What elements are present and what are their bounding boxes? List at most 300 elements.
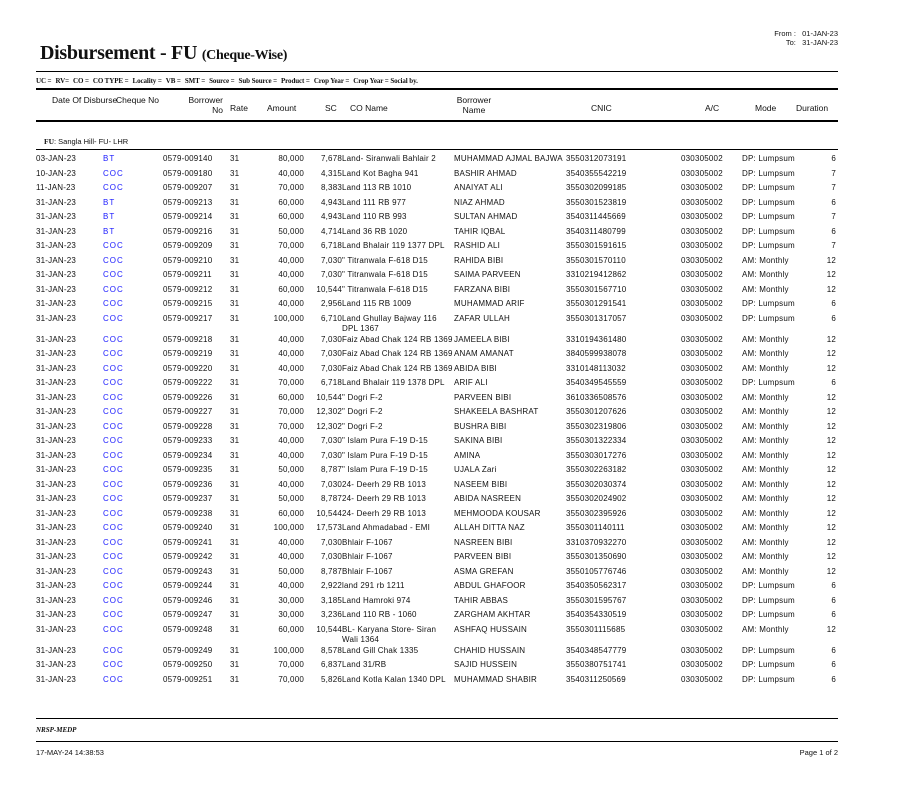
- cell-borrower-name: MUHAMMAD ARIF: [454, 299, 525, 308]
- cell-rate: 31: [230, 610, 240, 619]
- table-row: [36, 450, 836, 465]
- cell-sc: 2,956: [320, 299, 342, 308]
- cell-co-name: Land Kotla Kalan 1340 DPL: [342, 674, 446, 684]
- col-duration: Duration: [796, 103, 829, 113]
- cell-co-name: Land 36 RB 1020: [342, 226, 408, 236]
- cell-cheque-no[interactable]: COC: [103, 523, 124, 532]
- cell-cheque-no[interactable]: COC: [103, 610, 124, 619]
- cell-account: 030305002: [681, 566, 723, 576]
- cell-borrower-no: 0579-009222: [163, 378, 213, 387]
- cell-sc: 4,943: [320, 212, 342, 221]
- cell-date: 31-JAN-23: [36, 284, 77, 294]
- cell-account: 030305002: [681, 465, 723, 474]
- to-value: 31-JAN-23: [802, 37, 838, 47]
- table-row: [36, 334, 836, 349]
- cell-cheque-no[interactable]: BT: [103, 212, 116, 221]
- cell-date: 31-JAN-23: [36, 421, 77, 431]
- cell-duration: 12: [826, 349, 836, 358]
- cell-duration: 6: [831, 660, 836, 669]
- filter-item: VB =: [165, 77, 181, 85]
- cell-cnic: 3540349545559: [566, 378, 627, 387]
- cell-borrower-name: JAMEELA BIBI: [454, 334, 510, 344]
- cell-mode: AM: Monthly: [742, 494, 789, 503]
- cell-co-name: Land Hamroki 974: [342, 595, 411, 605]
- cell-cheque-no[interactable]: COC: [103, 645, 124, 655]
- cell-borrower-name: NIAZ AHMAD: [454, 197, 505, 207]
- cell-mode: DP: Lumpsum: [742, 610, 795, 619]
- divider: [36, 718, 838, 719]
- cell-cheque-no[interactable]: COC: [103, 313, 124, 323]
- cell-rate: 31: [230, 552, 240, 561]
- cell-co-name: " Dogri F-2: [342, 421, 383, 431]
- cell-date: 03-JAN-23: [36, 154, 77, 163]
- cell-mode: AM: Monthly: [742, 523, 789, 532]
- cell-cheque-no[interactable]: COC: [103, 566, 124, 576]
- cell-amount: 40,000: [278, 552, 304, 561]
- cell-cnic: 3550312073191: [566, 154, 627, 163]
- cell-cnic: 3540355542219: [566, 168, 627, 178]
- cell-sc: 8,787: [320, 494, 342, 503]
- cell-duration: 12: [826, 421, 836, 431]
- cell-borrower-no: 0579-009235: [163, 465, 213, 474]
- cell-borrower-no: 0579-009227: [163, 407, 213, 416]
- cell-rate: 31: [230, 581, 240, 590]
- cell-cheque-no[interactable]: BT: [103, 197, 116, 207]
- table-row: [36, 269, 836, 284]
- page-number: Page 1 of 2: [799, 748, 838, 757]
- cell-cheque-no[interactable]: COC: [103, 624, 124, 634]
- cell-borrower-name: MEHMOODA KOUSAR: [454, 508, 541, 518]
- table-row: [36, 406, 836, 421]
- cell-account: 030305002: [681, 284, 723, 294]
- cell-rate: 31: [230, 523, 240, 532]
- cell-cheque-no[interactable]: BT: [103, 154, 116, 163]
- cell-borrower-no: 0579-009237: [163, 494, 213, 503]
- cell-account: 030305002: [681, 645, 723, 655]
- cell-cnic: 3540350562317: [566, 581, 627, 590]
- cell-sc: 10,544: [316, 624, 342, 634]
- cell-cheque-no[interactable]: COC: [103, 299, 124, 308]
- cell-amount: 50,000: [278, 494, 304, 503]
- cell-cheque-no[interactable]: COC: [103, 421, 124, 431]
- cell-duration: 6: [831, 645, 836, 655]
- cell-borrower-name: ALLAH DITTA NAZ: [454, 523, 525, 532]
- cell-date: 31-JAN-23: [36, 674, 77, 684]
- cell-mode: DP: Lumpsum: [742, 313, 795, 323]
- cell-amount: 70,000: [278, 241, 304, 250]
- cell-date: 31-JAN-23: [36, 241, 77, 250]
- cell-co-name: 24- Deerh 29 RB 1013: [342, 494, 427, 503]
- cell-duration: 12: [826, 523, 836, 532]
- cell-co-name: Bhlair F-1067: [342, 537, 393, 547]
- cell-rate: 31: [230, 392, 240, 402]
- cell-co-name: Faiz Abad Chak 124 RB 1369: [342, 363, 453, 373]
- from-label: From :: [774, 29, 796, 38]
- cell-duration: 12: [826, 537, 836, 547]
- cell-mode: AM: Monthly: [742, 421, 789, 431]
- cell-cheque-no[interactable]: COC: [103, 595, 124, 605]
- cell-account: 030305002: [681, 197, 723, 207]
- cell-date: 31-JAN-23: [36, 313, 77, 323]
- cell-date: 31-JAN-23: [36, 595, 77, 605]
- cell-borrower-name: SHAKEELA BASHRAT: [454, 407, 539, 416]
- divider: [36, 741, 838, 742]
- cell-cheque-no[interactable]: COC: [103, 284, 124, 294]
- divider: [36, 71, 838, 72]
- cell-sc: 17,573: [316, 523, 342, 532]
- cell-date: 31-JAN-23: [36, 436, 77, 445]
- org-label: NRSP-MEDP: [36, 726, 77, 734]
- cell-rate: 31: [230, 299, 240, 308]
- cell-account: 030305002: [681, 407, 723, 416]
- cell-cheque-no[interactable]: COC: [103, 255, 124, 265]
- cell-co-name: Bhlair F-1067: [342, 566, 393, 576]
- cell-mode: AM: Monthly: [742, 552, 789, 561]
- cell-amount: 40,000: [278, 255, 304, 265]
- cell-sc: 8,787: [320, 465, 342, 474]
- cell-rate: 31: [230, 197, 240, 207]
- cell-rate: 31: [230, 537, 240, 547]
- cell-cheque-no[interactable]: BT: [103, 226, 116, 236]
- cell-sc: 4,943: [320, 197, 342, 207]
- cell-amount: 50,000: [278, 226, 304, 236]
- cell-borrower-name: PARVEEN BIBI: [454, 552, 512, 561]
- cell-date: 31-JAN-23: [36, 363, 77, 373]
- cell-cheque-no[interactable]: COC: [103, 168, 124, 178]
- cell-mode: AM: Monthly: [742, 566, 789, 576]
- cell-rate: 31: [230, 168, 240, 178]
- cell-rate: 31: [230, 595, 240, 605]
- cell-duration: 7: [831, 168, 836, 178]
- cell-borrower-name: ASHFAQ HUSSAIN: [454, 624, 528, 634]
- cell-sc: 6,718: [320, 241, 342, 250]
- filter-item: SMT =: [184, 77, 206, 85]
- table-row: [36, 363, 836, 378]
- cell-duration: 6: [831, 581, 836, 590]
- cell-rate: 31: [230, 436, 240, 445]
- filter-item: UC =: [36, 77, 52, 85]
- cell-cnic: 3550301140111: [566, 523, 625, 532]
- cell-sc: 7,030: [320, 450, 342, 460]
- cell-rate: 31: [230, 674, 240, 684]
- cell-sc: 3,236: [320, 610, 342, 619]
- cell-borrower-no: 0579-009250: [163, 660, 213, 669]
- cell-borrower-name: ASMA GREFAN: [454, 566, 514, 576]
- cell-date: 31-JAN-23: [36, 334, 77, 344]
- cell-account: 030305002: [681, 674, 723, 684]
- cell-account: 030305002: [681, 255, 723, 265]
- cell-duration: 12: [826, 566, 836, 576]
- cell-borrower-no: 0579-009242: [163, 552, 213, 561]
- cell-amount: 40,000: [278, 349, 304, 358]
- cell-date: 31-JAN-23: [36, 378, 77, 387]
- cell-cheque-no[interactable]: COC: [103, 392, 124, 402]
- col-sc: SC: [325, 103, 337, 113]
- cell-amount: 60,000: [278, 284, 304, 294]
- cell-cnic: 3550302030374: [566, 479, 627, 489]
- cell-rate: 31: [230, 645, 240, 655]
- cell-co-name: Faiz Abad Chak 124 RB 1369: [342, 349, 453, 358]
- cell-sc: 8,787: [320, 566, 342, 576]
- cell-cnic: 3540311250569: [566, 674, 626, 684]
- table-row: [36, 624, 836, 645]
- cell-borrower-no: 0579-009216: [163, 226, 213, 236]
- cell-mode: DP: Lumpsum: [742, 197, 795, 207]
- cell-borrower-name: ABIDA BIBI: [454, 363, 497, 373]
- cell-co-name: Land Bhalair 119 1377 DPL: [342, 241, 445, 250]
- cell-cheque-no[interactable]: COC: [103, 407, 124, 416]
- cell-mode: AM: Monthly: [742, 363, 789, 373]
- table-row: [36, 298, 836, 313]
- cell-sc: 6,718: [320, 378, 342, 387]
- cell-borrower-no: 0579-009248: [163, 624, 213, 634]
- cell-date: 31-JAN-23: [36, 479, 77, 489]
- cell-account: 030305002: [681, 334, 723, 344]
- cell-duration: 6: [831, 299, 836, 308]
- cell-borrower-no: 0579-009209: [163, 241, 213, 250]
- cell-mode: AM: Monthly: [742, 624, 789, 634]
- cell-co-name: 24- Deerh 29 RB 1013: [342, 508, 427, 518]
- cell-cheque-no[interactable]: COC: [103, 581, 124, 590]
- cell-duration: 12: [826, 334, 836, 344]
- cell-rate: 31: [230, 508, 240, 518]
- cell-co-name: " Titranwala F-618 D15: [342, 284, 428, 294]
- cell-cheque-no[interactable]: COC: [103, 436, 124, 445]
- table-row: [36, 508, 836, 523]
- cell-date: 31-JAN-23: [36, 270, 77, 279]
- cell-borrower-name: ANAIYAT ALI: [454, 183, 503, 192]
- cell-duration: 12: [826, 436, 836, 445]
- cell-date: 31-JAN-23: [36, 299, 77, 308]
- cell-account: 030305002: [681, 581, 723, 590]
- cell-sc: 7,030: [320, 349, 342, 358]
- cell-cnic: 3540354330519: [566, 610, 627, 619]
- cell-amount: 100,000: [273, 313, 304, 323]
- cell-duration: 6: [831, 378, 836, 387]
- cell-cheque-no[interactable]: COC: [103, 450, 124, 460]
- cell-borrower-no: 0579-009234: [163, 450, 213, 460]
- cell-rate: 31: [230, 450, 240, 460]
- cell-borrower-no: 0579-009210: [163, 255, 213, 265]
- cell-account: 030305002: [681, 436, 723, 445]
- cell-duration: 6: [831, 595, 836, 605]
- cell-amount: 70,000: [278, 421, 304, 431]
- cell-date: 31-JAN-23: [36, 226, 77, 236]
- to-label: To:: [785, 37, 796, 47]
- cell-cheque-no[interactable]: COC: [103, 537, 124, 547]
- cell-borrower-name: SULTAN AHMAD: [454, 212, 518, 221]
- cell-borrower-no: 0579-009247: [163, 610, 213, 619]
- cell-rate: 31: [230, 465, 240, 474]
- cell-cnic: 3550302024902: [566, 494, 627, 503]
- cell-duration: 6: [831, 610, 836, 619]
- table-row: [36, 153, 836, 168]
- cell-cheque-no[interactable]: COC: [103, 334, 124, 344]
- cell-sc: 10,544: [316, 508, 342, 518]
- cell-rate: 31: [230, 479, 240, 489]
- cell-borrower-no: 0579-009218: [163, 334, 213, 344]
- cell-mode: AM: Monthly: [742, 392, 789, 402]
- cell-date: 31-JAN-23: [36, 610, 77, 619]
- cell-duration: 6: [831, 674, 836, 684]
- cell-amount: 40,000: [278, 537, 304, 547]
- cell-amount: 30,000: [278, 595, 304, 605]
- cell-account: 030305002: [681, 168, 723, 178]
- cell-amount: 70,000: [278, 378, 304, 387]
- report-subtitle: (Cheque-Wise): [201, 48, 288, 63]
- cell-mode: DP: Lumpsum: [742, 168, 795, 178]
- cell-duration: 12: [826, 552, 836, 561]
- table-row: [36, 348, 836, 363]
- cell-cheque-no[interactable]: COC: [103, 552, 124, 561]
- cell-co-name: Land 111 RB 977: [342, 197, 407, 207]
- cell-amount: 60,000: [278, 197, 304, 207]
- cell-co-name: land 291 rb 1211: [342, 581, 405, 590]
- cell-date: 31-JAN-23: [36, 624, 77, 634]
- cell-borrower-no: 0579-009249: [163, 645, 213, 655]
- cell-mode: AM: Monthly: [742, 407, 789, 416]
- cell-sc: 10,544: [316, 392, 342, 402]
- cell-amount: 60,000: [278, 508, 304, 518]
- cell-duration: 12: [826, 450, 836, 460]
- cell-cheque-no[interactable]: COC: [103, 508, 124, 518]
- cell-amount: 40,000: [278, 581, 304, 590]
- cell-amount: 60,000: [278, 212, 304, 221]
- cell-borrower-name: RASHID ALI: [454, 241, 501, 250]
- cell-cheque-no[interactable]: COC: [103, 660, 124, 669]
- cell-duration: 12: [826, 284, 836, 294]
- cell-duration: 12: [826, 624, 836, 634]
- cell-cnic: 3540348547779: [566, 645, 627, 655]
- cell-borrower-no: 0579-009228: [163, 421, 213, 431]
- cell-cnic: 3550301350690: [566, 552, 627, 561]
- cell-mode: DP: Lumpsum: [742, 674, 795, 684]
- cell-co-name: Land 115 RB 1009: [342, 299, 412, 308]
- cell-sc: 4,315: [320, 168, 342, 178]
- cell-date: 31-JAN-23: [36, 392, 77, 402]
- cell-cnic: 3550301207626: [566, 407, 627, 416]
- cell-sc: 6,710: [320, 313, 342, 323]
- cell-rate: 31: [230, 363, 240, 373]
- cell-mode: DP: Lumpsum: [742, 581, 795, 590]
- cell-cheque-no[interactable]: COC: [103, 241, 124, 250]
- filter-item: CO =: [73, 77, 89, 85]
- cell-cnic: 3550301570110: [566, 255, 626, 265]
- cell-duration: 12: [826, 508, 836, 518]
- cell-account: 030305002: [681, 450, 723, 460]
- cell-borrower-no: 0579-009217: [163, 313, 213, 323]
- cell-account: 030305002: [681, 212, 723, 221]
- cell-amount: 50,000: [278, 465, 304, 474]
- cell-account: 030305002: [681, 523, 723, 532]
- cell-cheque-no[interactable]: COC: [103, 674, 124, 684]
- cell-amount: 100,000: [273, 645, 304, 655]
- printed-timestamp: 17-MAY-24 14:38:53: [36, 748, 104, 757]
- cell-account: 030305002: [681, 610, 723, 619]
- cell-cheque-no[interactable]: COC: [103, 270, 124, 279]
- cell-account: 030305002: [681, 508, 723, 518]
- cell-rate: 31: [230, 378, 240, 387]
- cell-co-name: " Dogri F-2: [342, 392, 383, 402]
- cell-cnic: 3550302395926: [566, 508, 627, 518]
- table-row: [36, 566, 836, 581]
- cell-rate: 31: [230, 624, 240, 634]
- cell-date: 31-JAN-23: [36, 552, 77, 561]
- divider: [36, 120, 838, 122]
- cell-cnic: 3550301523819: [566, 197, 627, 207]
- table-row: [36, 240, 836, 255]
- filter-item: Crop Year = Social by.: [353, 77, 418, 85]
- table-row: [36, 580, 836, 595]
- cell-sc: 7,030: [320, 479, 342, 489]
- cell-cheque-no[interactable]: COC: [103, 183, 124, 192]
- cell-borrower-no: 0579-009140: [163, 154, 213, 163]
- cell-cheque-no[interactable]: COC: [103, 349, 124, 358]
- table-row: [36, 197, 836, 212]
- cell-borrower-no: 0579-009214: [163, 212, 213, 221]
- cell-cheque-no[interactable]: COC: [103, 479, 124, 489]
- filter-item: Product =: [281, 77, 310, 85]
- cell-cheque-no[interactable]: COC: [103, 465, 124, 474]
- cell-mode: DP: Lumpsum: [742, 660, 795, 669]
- cell-mode: AM: Monthly: [742, 349, 789, 358]
- table-row: [36, 674, 836, 689]
- cell-rate: 31: [230, 494, 240, 503]
- cell-rate: 31: [230, 154, 240, 163]
- table-row: [36, 609, 836, 624]
- cell-cnic: 3550301291541: [566, 299, 627, 308]
- cell-amount: 30,000: [278, 610, 304, 619]
- cell-borrower-name: AMINA: [454, 450, 481, 460]
- cell-cheque-no[interactable]: COC: [103, 378, 124, 387]
- cell-cheque-no[interactable]: COC: [103, 363, 124, 373]
- cell-mode: DP: Lumpsum: [742, 154, 795, 163]
- cell-borrower-name: TAHIR ABBAS: [454, 595, 509, 605]
- table-row: [36, 211, 836, 226]
- cell-mode: DP: Lumpsum: [742, 595, 795, 605]
- table-row: [36, 464, 836, 479]
- cell-duration: 6: [831, 226, 836, 236]
- cell-amount: 70,000: [278, 660, 304, 669]
- cell-duration: 12: [826, 494, 836, 503]
- cell-sc: 7,030: [320, 552, 342, 561]
- cell-borrower-name: UJALA Zari: [454, 465, 497, 474]
- cell-cnic: 3540311480799: [566, 226, 626, 236]
- cell-account: 030305002: [681, 624, 723, 634]
- cell-cnic: 3550301567710: [566, 284, 627, 294]
- cell-co-name: " Titranwala F-618 D15: [342, 270, 428, 279]
- cell-cheque-no[interactable]: COC: [103, 494, 124, 503]
- cell-sc: 3,185: [320, 595, 342, 605]
- cell-borrower-name: NASREEN BIBI: [454, 537, 513, 547]
- cell-borrower-no: 0579-009226: [163, 392, 213, 402]
- cell-duration: 12: [826, 465, 836, 474]
- cell-rate: 31: [230, 183, 240, 192]
- cell-co-name: BL- Karyana Store- Siran Wali 1364: [342, 624, 437, 644]
- cell-rate: 31: [230, 407, 240, 416]
- cell-borrower-no: 0579-009240: [163, 523, 213, 532]
- cell-date: 10-JAN-23: [36, 168, 77, 178]
- cell-borrower-no: 0579-009219: [163, 349, 213, 358]
- cell-cnic: 3840599938078: [566, 349, 627, 358]
- cell-co-name: Land- Siranwali Bahlair 2: [342, 154, 436, 163]
- cell-cnic: 3310219412862: [566, 270, 627, 279]
- filter-item: RV=: [55, 77, 70, 85]
- cell-rate: 31: [230, 241, 240, 250]
- cell-date: 31-JAN-23: [36, 255, 77, 265]
- cell-account: 030305002: [681, 363, 723, 373]
- cell-account: 030305002: [681, 537, 723, 547]
